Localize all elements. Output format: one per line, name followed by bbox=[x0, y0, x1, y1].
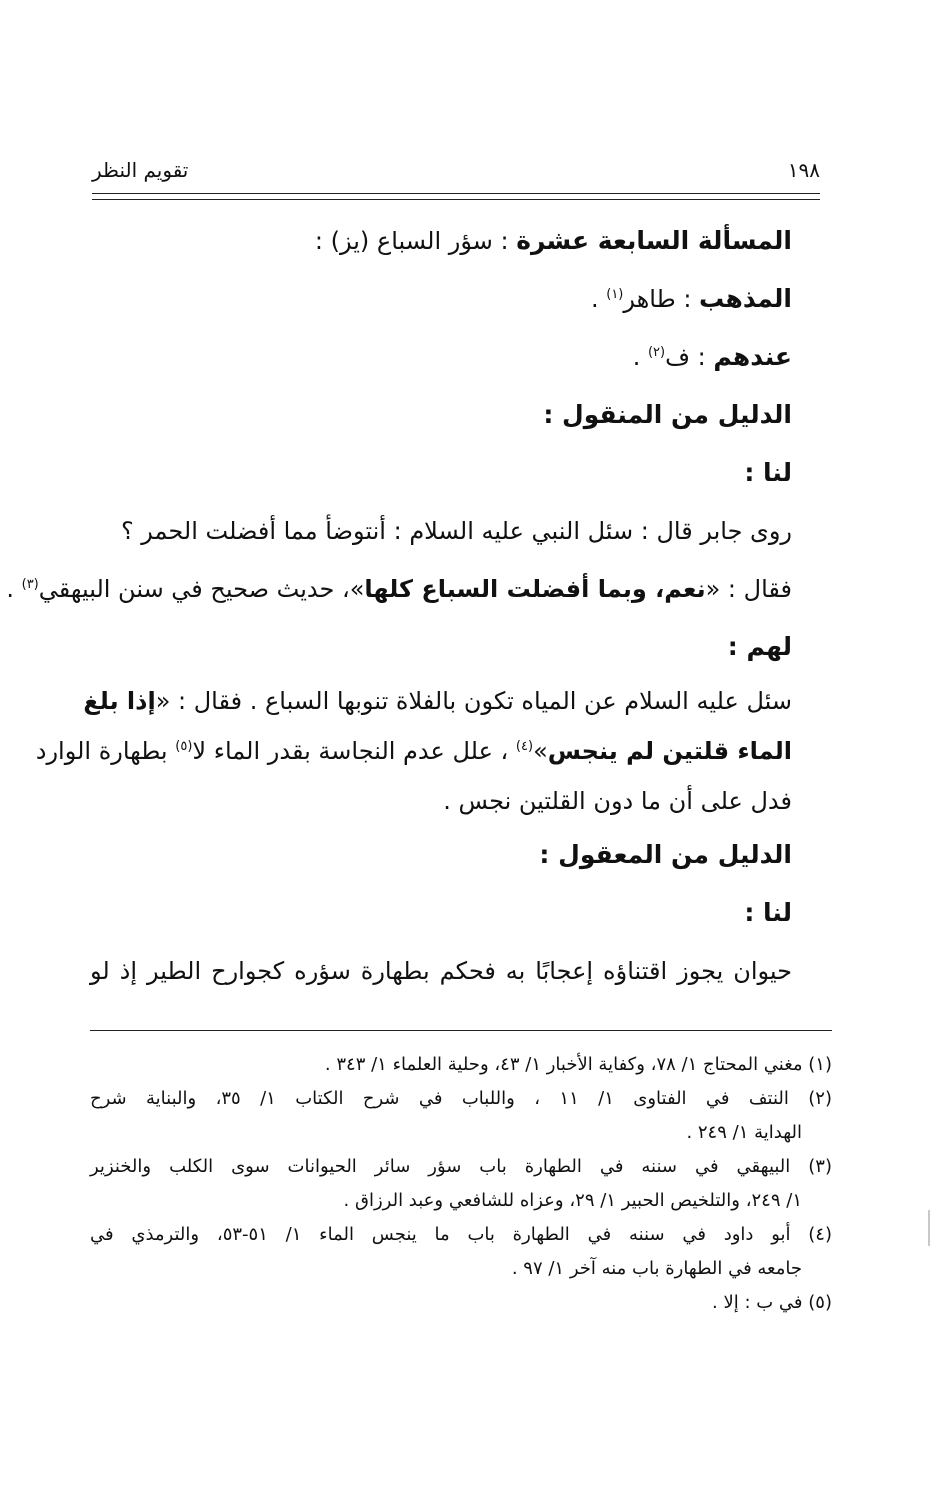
qullatayn-line-2: الماء قلتين لم ينجس»$^{(٤)}$ ، علل عدم النجاسة بقدر الماء لا$^{(٥)}$ بطهارة الوارد bbox=[35, 737, 792, 765]
hadith-answer-line: فقال : «نعم، وبما أفضلت السباع كلها»، حديث صحيح في سنن البيهقي$^{(٣)}$ . bbox=[6, 575, 792, 603]
madhhab-line: المذهب : طاهر$^{(١)}$ . bbox=[590, 284, 792, 313]
animal-argument-line: حيوان يجوز اقتناؤه إعجابًا به فحكم بطهارة سؤره كجوارح الطير إذ لو bbox=[90, 957, 792, 985]
footnote-3: (٣) البيهقي في سننه في الطهارة باب سؤر سائر الحيوانات سوى الكلب والخنزير bbox=[90, 1156, 832, 1177]
transmitted-evidence-heading: الدليل من المنقول : bbox=[543, 400, 792, 429]
lana-heading-1: لنا : bbox=[744, 458, 792, 487]
running-header bbox=[92, 150, 820, 190]
footnote-4: (٤) أبو داود في سننه في الطهارة باب ما ينجس الماء ١/ ٥١-٥٣، والترمذي في bbox=[90, 1224, 832, 1245]
footnote-2-continued: الهداية ١/ ٢٤٩ . bbox=[686, 1122, 802, 1143]
footnote-separator bbox=[90, 1030, 832, 1031]
header-rule-top bbox=[92, 193, 820, 194]
scan-edge-mark bbox=[928, 1210, 930, 1246]
issue-title: المسألة السابعة عشرة bbox=[516, 226, 792, 255]
footnotes bbox=[90, 1048, 832, 1320]
footnote-ref-4: (٤) bbox=[515, 739, 534, 754]
lana-heading-2: لنا : bbox=[744, 898, 792, 927]
rational-evidence-heading: الدليل من المعقول : bbox=[539, 840, 792, 869]
issue-topic: : سؤر السباع (يز) : bbox=[314, 227, 517, 255]
footnote-1: (١) مغني المحتاج ١/ ٧٨، وكفاية الأخبار ١/ ٤٣، وحلية العلماء ١/ ٣٤٣ . bbox=[324, 1054, 832, 1075]
footnote-ref-3: (٣) bbox=[21, 577, 39, 592]
footnote-ref-2: (٢) bbox=[647, 345, 666, 360]
lahum-heading: لهم : bbox=[727, 632, 792, 661]
hadith-quote: نعم، وبما أفضلت السباع كلها bbox=[364, 575, 706, 603]
indahum-label: عندهم bbox=[713, 342, 792, 371]
footnote-3-continued: ١/ ٢٤٩، والتلخيص الحبير ١/ ٢٩، وعزاه للشافعي وعبد الرزاق . bbox=[343, 1190, 802, 1211]
main-text bbox=[6, 212, 792, 1000]
madhhab-label: المذهب bbox=[699, 284, 792, 313]
header-rule-bottom bbox=[92, 199, 820, 200]
footnote-ref-5: (٥) bbox=[175, 739, 193, 754]
qullatayn-line-3: فدل على أن ما دون القلتين نجس . bbox=[443, 787, 792, 815]
issue-title-line bbox=[90, 212, 792, 270]
footnote-5: (٥) في ب : إلا . bbox=[712, 1292, 832, 1313]
book-title: تقويم النظر bbox=[92, 158, 189, 182]
footnote-4-continued: جامعه في الطهارة باب منه آخر ١/ ٩٧ . bbox=[511, 1258, 802, 1279]
footnote-2: (٢) النتف في الفتاوى ١/ ١١ ، واللباب في شرح الكتاب ١/ ٣٥، والبناية شرح bbox=[90, 1088, 832, 1109]
page-number: ١٩٨ bbox=[787, 158, 820, 182]
footnote-ref-1: (١) bbox=[606, 287, 624, 302]
qullatayn-line-1: سئل عليه السلام عن المياه تكون بالفلاة تنوبها السباع . فقال : «إذا بلغ bbox=[83, 687, 792, 715]
jabir-narration-line: روى جابر قال : سئل النبي عليه السلام : أنتوضأ مما أفضلت الحمر ؟ bbox=[120, 517, 792, 545]
indahum-line: عندهم : ف$^{(٢)}$ . bbox=[632, 342, 792, 371]
